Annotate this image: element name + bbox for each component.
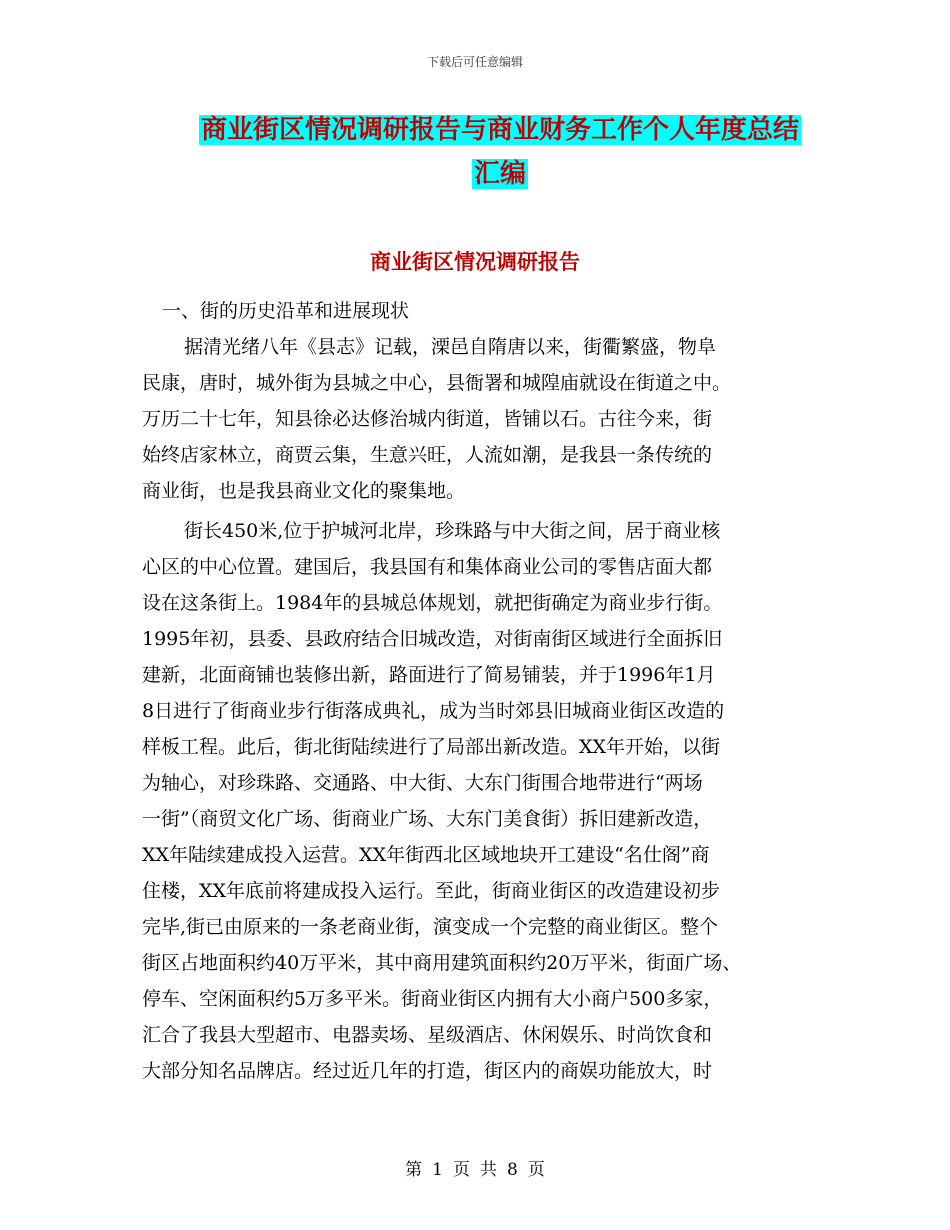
- footer-text: 第: [405, 1160, 423, 1180]
- text-line: 一、街的历史沿革和进展现状: [162, 300, 410, 322]
- text-line: 1995年初，县委、县政府结合旧城改造，对街南街区域进行全面拆旧: [142, 628, 723, 650]
- text-line: 住楼，XX年底前将建成投入运行。至此，街商业街区的改造建设初步: [142, 880, 721, 902]
- page-header: 下载后可任意编辑: [426, 55, 523, 69]
- footer-text: 页: [527, 1160, 545, 1180]
- document-title: [120, 108, 880, 196]
- text-line: 汇合了我县大型超市、电器卖场、星级酒店、休闲娱乐、时尚饮食和: [142, 1024, 713, 1046]
- text-line: 心区的中心位置。建国后，我县国有和集体商业公司的零售店面大都: [142, 556, 713, 578]
- footer-text: 共: [480, 1160, 497, 1180]
- section-title: 商业街区情况调研报告: [370, 249, 580, 274]
- text-line: 一街”（商贸文化广场、街商业广场、大东门美食街）拆旧建新改造，: [142, 808, 713, 830]
- text-line: 万历二十七年，知县徐必达修治城内街道，皆铺以石。古往今来，街: [142, 408, 713, 430]
- text-line: 样板工程。此后，街北街陆续进行了局部出新改造。XX年开始，以街: [142, 736, 721, 758]
- text-line: XX年陆续建成投入运营。XX年街西北区域地块开工建设“名仕阁”商: [142, 844, 710, 866]
- total-pages: 8: [507, 1160, 518, 1180]
- footer-text: 页: [453, 1160, 470, 1180]
- text-line: 街长450米,位于护城河北岸，珍珠路与中大街之间，居于商业核: [184, 520, 721, 542]
- text-line: 停车、空闲面积约5万多平米。街商业街区内拥有大小商户500多家，: [142, 988, 723, 1010]
- text-line: 始终店家林立，商贾云集，生意兴旺，人流如潮，是我县一条传统的: [142, 444, 713, 466]
- text-line: 设在这条街上。1984年的县城总体规划，就把街确定为商业步行街。: [142, 592, 723, 614]
- text-line: 完毕,街已由原来的一条老商业街，演变成一个完整的商业街区。整个: [142, 916, 719, 938]
- text-line: 商业街，也是我县商业文化的聚集地。: [142, 480, 466, 502]
- text-line: 大部分知名品牌店。经过近几年的打造，街区内的商娱功能放大，时: [142, 1060, 713, 1082]
- text-line: 街区占地面积约40万平米，其中商用建筑面积约20万平米，街面广场、: [142, 952, 742, 974]
- title-line-1: 商业街区情况调研报告与商业财务工作个人年度总结: [200, 115, 799, 145]
- page-number: 1: [432, 1160, 443, 1180]
- text-line: 据清光绪八年《县志》记载，溧邑自隋唐以来，街衢繁盛，物阜: [184, 336, 717, 358]
- text-line: 建新，北面商铺也装修出新，路面进行了简易铺装，并于1996年1月: [142, 664, 716, 686]
- page-footer: [0, 1155, 950, 1180]
- text-line: 民康，唐时，城外街为县城之中心，县衙署和城隍庙就设在街道之中。: [142, 372, 732, 394]
- title-line-2: 汇编: [473, 159, 526, 189]
- text-line: 8日进行了街商业步行街落成典礼，成为当时郊县旧城商业街区改造的: [142, 700, 725, 722]
- text-line: 为轴心，对珍珠路、交通路、中大街、大东门街围合地带进行“两场: [142, 772, 703, 794]
